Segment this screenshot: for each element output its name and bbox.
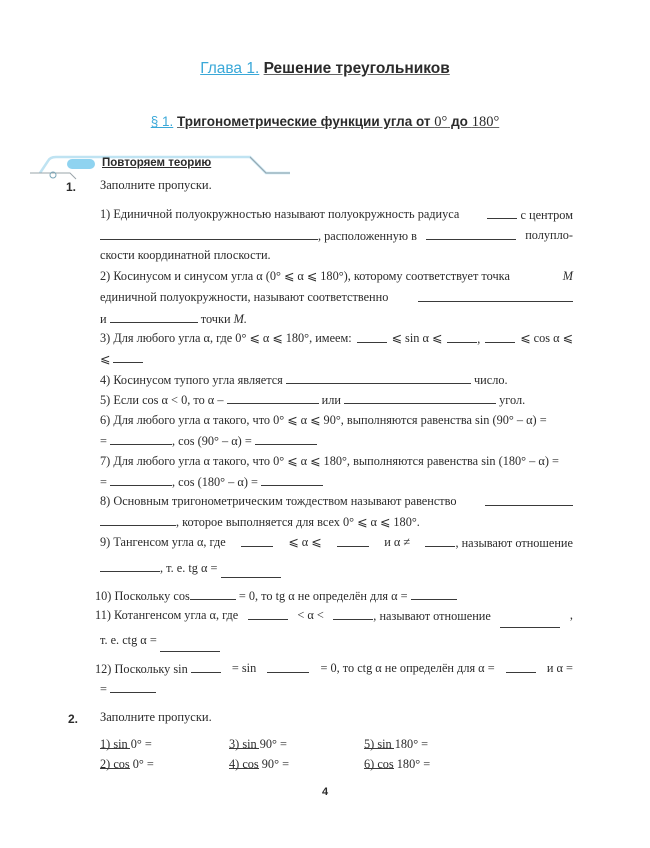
blank[interactable] [160, 640, 220, 652]
blank[interactable] [100, 514, 176, 526]
blank[interactable] [113, 351, 143, 363]
blank[interactable] [100, 737, 130, 749]
blank[interactable] [229, 757, 259, 769]
blank[interactable] [227, 392, 319, 404]
item-4: 4) Косинусом тупого угла является число. [100, 373, 508, 387]
blank[interactable] [418, 290, 573, 302]
blank[interactable] [241, 535, 273, 547]
item-6-line-1: 6) Для любого угла α такого, что 0° ⩽ α ⩽ 90°, выполняются равенства sin (90° – α) = [100, 413, 547, 427]
blank[interactable] [100, 757, 130, 769]
item-7-line-2: = , cos (180° – α) = [100, 474, 573, 489]
blank[interactable] [485, 494, 573, 506]
blank[interactable] [100, 560, 160, 572]
blank[interactable] [100, 228, 318, 240]
blank[interactable] [221, 566, 281, 578]
item-6-line-2: = , cos (90° – α) = [100, 433, 573, 448]
section-number: § 1. [150, 114, 174, 129]
blank[interactable] [485, 331, 515, 343]
banner-pill-icon [67, 159, 95, 169]
blank[interactable] [248, 608, 288, 620]
blank[interactable] [110, 311, 198, 323]
item-2-line-1: 2) Косинусом и синусом угла α (0° ⩽ α ⩽ 180°), которому соответствует точка M [100, 269, 573, 283]
chapter-number: Глава 1. [200, 60, 260, 77]
blank[interactable] [487, 207, 517, 219]
blank[interactable] [190, 588, 236, 600]
blank[interactable] [110, 474, 172, 486]
blank[interactable] [286, 372, 471, 384]
blank[interactable] [229, 737, 259, 749]
blank[interactable] [425, 535, 455, 547]
item-3-line-1: 3) Для любого угла α, где 0° ⩽ α ⩽ 180°, имеем: ⩽ sin α ⩽ , ⩽ cos α ⩽ [100, 331, 573, 346]
blank[interactable] [337, 535, 369, 547]
chapter-name: Решение треугольников [263, 60, 450, 77]
blank[interactable] [357, 331, 387, 343]
blank[interactable] [110, 433, 172, 445]
blank[interactable] [364, 737, 394, 749]
task-number: 2. [68, 712, 79, 726]
chapter-title [0, 60, 650, 78]
item-8-line-1: 8) Основным тригонометрическим тождеством называют равенство [100, 494, 573, 508]
item-1-line-1: 1) Единичной полуокружностью называют полуокружность радиуса с центром [100, 207, 573, 222]
item-11-line-2: т. е. ctg α = [100, 632, 573, 647]
blank[interactable] [191, 661, 221, 673]
item-11-line-1: 11) Котангенсом угла α, где < α < , называют отношение , [95, 608, 573, 623]
item-5: 5) Если cos α < 0, то α – или угол. [100, 393, 526, 407]
item-2-line-2: единичной полуокружности, называют соответственно [100, 290, 573, 304]
item-10: 10) Поскольку cos = 0, то tg α не определён для α = [95, 588, 568, 603]
blank[interactable] [267, 661, 309, 673]
blank[interactable] [411, 588, 457, 600]
section-name: Тригонометрические функции угла от 0° до 180° [177, 114, 500, 130]
banner-label: Повторяем теорию [102, 157, 212, 169]
blank[interactable] [261, 474, 323, 486]
task-instruction: Заполните пропуски. [100, 710, 212, 724]
blank[interactable] [344, 392, 496, 404]
blank[interactable] [333, 608, 373, 620]
blank[interactable] [506, 661, 536, 673]
item-9-line-1: 9) Тангенсом угла α, где ⩽ α ⩽ и α ≠ , называют отношение [100, 535, 573, 550]
task-number: 1. [66, 180, 77, 194]
item-3-line-2: ⩽ [100, 351, 573, 366]
section-title [0, 114, 650, 131]
blank[interactable] [447, 331, 477, 343]
page-number: 4 [321, 786, 329, 798]
blank[interactable] [426, 228, 516, 240]
blank[interactable] [364, 757, 394, 769]
blank[interactable] [110, 681, 156, 693]
item-12-line-2: = [100, 681, 573, 696]
item-12-line-1: 12) Поскольку sin = sin = 0, то ctg α не определён для α = и α = [95, 661, 573, 676]
item-1-line-2: , расположенную в полупло- [100, 228, 573, 243]
blank[interactable] [500, 616, 560, 628]
item-1-line-3: скости координатной плоскости. [100, 248, 271, 262]
task-instruction: Заполните пропуски. [100, 178, 212, 192]
item-8-line-2: , которое выполняется для всех 0° ⩽ α ⩽ 180°. [100, 514, 573, 529]
item-7-line-1: 7) Для любого угла α такого, что 0° ⩽ α ⩽ 180°, выполняются равенства sin (180° – α) = [100, 454, 559, 468]
item-2-line-3: и точки M. [100, 312, 247, 326]
item-9-line-2: , т. е. tg α = [100, 560, 573, 575]
blank[interactable] [255, 433, 317, 445]
